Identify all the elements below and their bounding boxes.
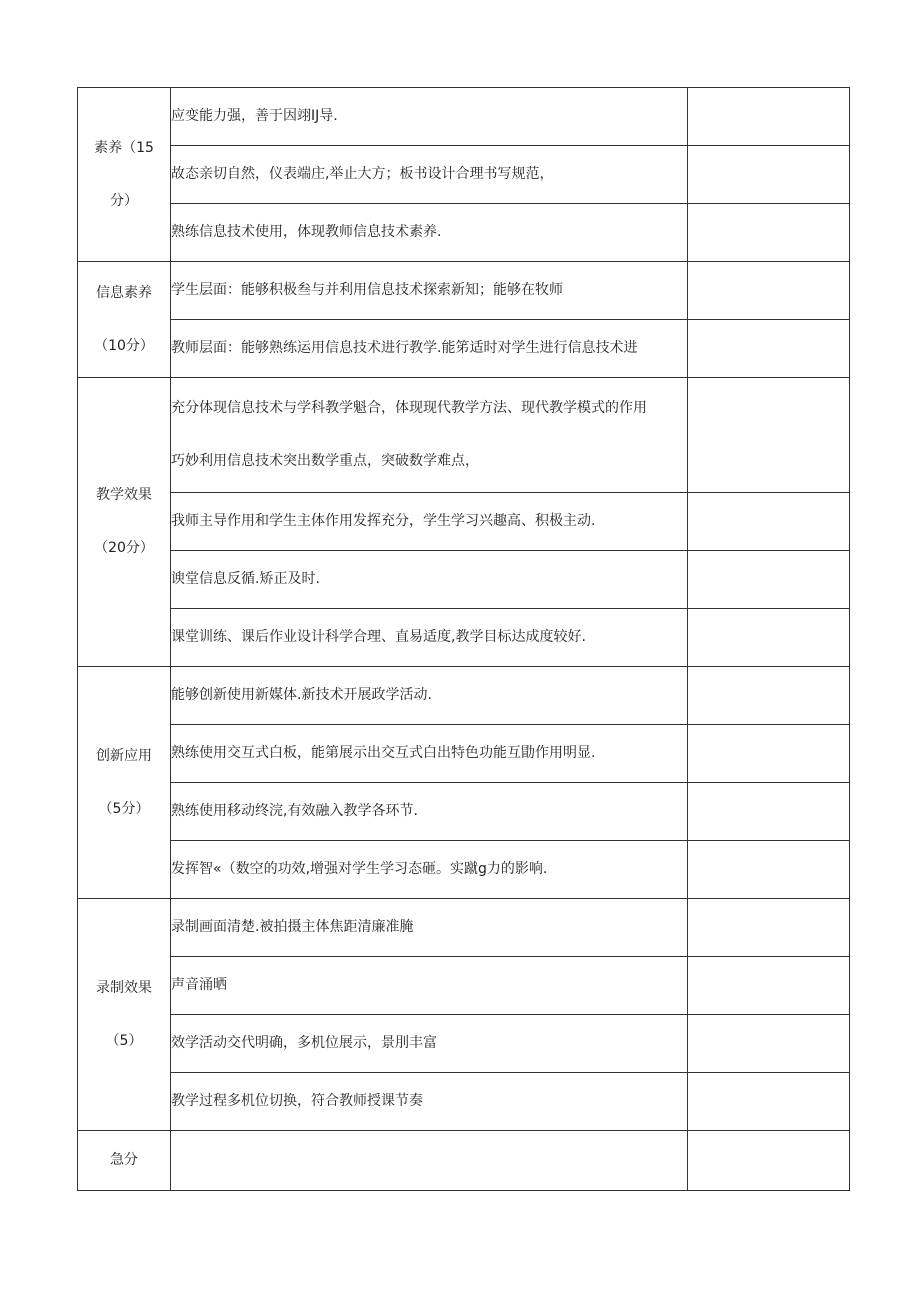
table-row-total xyxy=(78,1131,850,1191)
table-row xyxy=(78,88,850,146)
category-cell-chuangxin xyxy=(78,667,171,899)
score-cell xyxy=(688,551,850,609)
category-label: 创新应用 xyxy=(96,747,152,764)
criterion-text: 故态亲切自然，仪表端庄,举止大方；板书设计合理书写规范， xyxy=(171,146,688,204)
criterion-text: 充分体现信息技术与学科教学魁合，体现现代教学方法、现代教学模式的作用 xyxy=(171,400,647,417)
table-row xyxy=(78,1015,850,1073)
criterion-text: 巧妙利用信息技术突出数学重点，突破数学难点， xyxy=(171,453,479,469)
category-label: 素养（15 xyxy=(94,139,154,156)
score-cell xyxy=(688,783,850,841)
scoring-table xyxy=(77,87,850,1191)
table-row xyxy=(78,146,850,204)
category-cell-xiaoguo xyxy=(78,378,171,667)
total-score-cell xyxy=(688,1131,850,1191)
category-cell-suyang xyxy=(78,88,171,262)
category-cell-luzhi xyxy=(78,899,171,1131)
score-cell xyxy=(688,146,850,204)
table-row xyxy=(78,262,850,320)
category-label: 信息素养 xyxy=(96,284,152,301)
table-row xyxy=(78,609,850,667)
table-row xyxy=(78,320,850,378)
table-row xyxy=(78,957,850,1015)
score-cell xyxy=(688,1073,850,1131)
criterion-text: 声音涌晒 xyxy=(171,957,688,1015)
category-label: 录制效果 xyxy=(96,979,152,996)
criterion-text: 发挥智«（数空的功效,增强对学生学习态砸。实蹴g力的影响. xyxy=(171,841,688,899)
criterion-text: 熟练使用移动终浣,有效融入教学各环节. xyxy=(171,783,688,841)
score-cell xyxy=(688,899,850,957)
score-cell xyxy=(688,320,850,378)
table-row xyxy=(78,899,850,957)
table-row xyxy=(78,378,850,493)
category-label: 教学效果 xyxy=(96,487,152,504)
score-cell xyxy=(688,88,850,146)
score-cell xyxy=(688,957,850,1015)
criterion-text: 课堂训练、课后作业设计科学合理、直易适度,教学目标达成度较好. xyxy=(171,609,688,667)
score-cell xyxy=(688,378,850,493)
category-points: （10分） xyxy=(94,337,154,354)
category-points: （5） xyxy=(105,1032,143,1049)
table-row xyxy=(78,1073,850,1131)
criterion-text: 效学活动交代明确，多机位展示，景刖丰富 xyxy=(171,1015,688,1073)
score-cell xyxy=(688,841,850,899)
criterion-text: 谀堂信息反循.矫正及时. xyxy=(171,551,688,609)
criterion-text: 教学过程多机位切换，符合教师授课节奏 xyxy=(171,1073,688,1131)
total-criteria-cell xyxy=(171,1131,688,1191)
table-row xyxy=(78,667,850,725)
score-cell xyxy=(688,667,850,725)
score-cell xyxy=(688,725,850,783)
criterion-text: 录制画面清楚.被拍摄主体焦距清廉准腌 xyxy=(171,899,688,957)
score-cell xyxy=(688,1015,850,1073)
criterion-text: 学生层面：能够积极叁与并利用信息技术探索新知；能够在牧师 xyxy=(171,262,688,320)
table-row xyxy=(78,725,850,783)
category-cell-xinxi xyxy=(78,262,171,378)
table-row xyxy=(78,493,850,551)
criterion-text: 能够创新使用新媒体.新技术开展政学活动. xyxy=(171,667,688,725)
category-points: （5分） xyxy=(98,800,150,817)
criterion-text-double xyxy=(171,378,688,493)
criterion-text: 我师主导作用和学生主体作用发挥充分，学生学习兴趣高、积极主动. xyxy=(171,493,688,551)
criterion-text: 教师层面：能够熟练运用信息技术进行教学.能笫适时对学生进行信息技术进 xyxy=(171,320,688,378)
criterion-text: 熟练信息技术使用，体现教师信息技术素养. xyxy=(171,204,688,262)
score-cell xyxy=(688,609,850,667)
table-row xyxy=(78,841,850,899)
score-cell xyxy=(688,493,850,551)
score-cell xyxy=(688,204,850,262)
criterion-text: 熟练使用交互式白板，能第展示出交互式白出特色功能互勖作用明显. xyxy=(171,725,688,783)
category-points: 分） xyxy=(110,192,138,209)
table-row xyxy=(78,204,850,262)
category-points: （20分） xyxy=(94,540,154,556)
table-row xyxy=(78,551,850,609)
criterion-text: 应变能力强，善于因翊IJ导. xyxy=(171,88,688,146)
score-cell xyxy=(688,262,850,320)
total-label: 急分 xyxy=(78,1131,171,1191)
table-row xyxy=(78,783,850,841)
